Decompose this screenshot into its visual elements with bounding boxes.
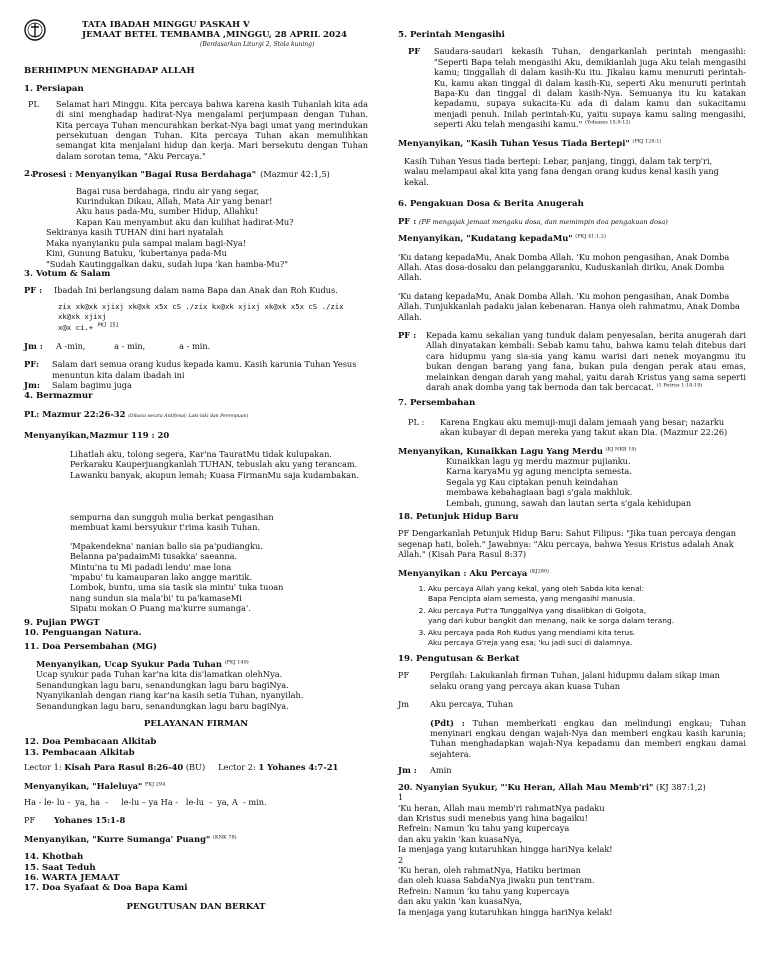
votum-jm: Jm : A -min, a - min, a - min. (24, 340, 211, 351)
kunaikkan-lines: Kunaikkan lagu yg merdu mazmur pujianku. Karna karyaMu yg agung mencipta semesta. Segala yg Kau ciptakan penuh keindahan membawa kebahagiaan bagi s'gala makhluk. Lembah, gunung, sawah dan lautan serta s'gala kehidupan (446, 456, 692, 508)
pengutusan-pf: PF Pergilah: Lakukanlah firman Tuhan, jalani hidupmu dalam sikap iman selaku orang yang percaya akan kuasa Tuhan (398, 670, 720, 691)
kasih-song-lines: Kasih Tuhan Yesus tiada bertepi: Lebar, panjang, tinggi, dalam tak terp'ri, walau melampaui akal kita yang fana dengan orang kudus kenal kasih yang kekal. (404, 156, 719, 187)
pengakuan-pf: PF : (PF mengajak jemaat mengaku dosa, dan memimpin doa pengakuan dosa) (398, 215, 668, 226)
pengutusan-heading: 19. Pengutusan & Berkat (398, 654, 520, 665)
aku-percaya-heading: Menyanyikan : Aku Percaya $^{(KJ280)}$ (398, 567, 550, 578)
kunaikkan-continuation: sempurna dan sungguh mulia berkat pengasihan membuat kami bersyukur t'rima kasih Tuhan. (70, 512, 274, 533)
mazmur-song-lines: Lihatlah aku, tolong segera, Kar'na TauratMu tidak kulupakan. Perkaraku Kauperjuangkanlah TUHAN, tebuslah aku yang terancam. Lawanku banyak, akupun lemah; Kuasa FirmanMu saja kudambakan. (70, 448, 359, 480)
haleluya-heading: Menyanyikan, "Haleluya" $^{PKJ 294}$ (24, 780, 166, 791)
votum-notation: zix xk@xk xjixj xk@xk x5x cS ./zix kx@xk xjixj xk@xk x5x cS ./zix xk@xk xjixj x@x ci.+ $^{PKJ 251}$ (58, 301, 344, 332)
church-logo-icon (24, 19, 46, 41)
kudatang-verse2: 'Ku datang kepadaMu, Anak Domba Allah. 'Ku mohon pengasihan, Anak Domba Allah. Tunjukkanlah padaku jalan kebenaran. Hanya oleh rahmatmu, Anak Domba Allah. (398, 290, 740, 322)
amin-line: Jm : Amin (398, 765, 452, 776)
nyanyian-syukur-heading: 20. Nyanyian Syukur, "'Ku Heran, Allah Mau Memb'ri" (KJ 387:1,2) (398, 781, 706, 792)
haleluya-line: Ha - le- lu - ya, ha - le-lu – ya Ha - le-lu - ya, A - min. (24, 796, 267, 807)
berita-anugerah: PF : Kepada kamu sekalian yang tunduk dalam penyesalan, berita anugerah dari Allah dinyatakan kembali: Sebab kamu tahu, bahwa kamu telah ditebus dari cara hidupmu yang sia-sia yang kamu warisi dari nenek moyangmu itu bukan dengan barang yang fana, bukan pula dengan perak atau emas, melainkan dengan darah yang mahal, yaitu darah Kristus yang sama seperti darah anak domba yang tak bernoda dan tak bercacat. $^{(1 Petrus 1:18-19)}$ (398, 329, 746, 392)
persiapan-block (24, 99, 368, 161)
kudatang-verse1: 'Ku datang kepadaMu, Anak Domba Allah. 'Ku mohon pengasihan, Anak Domba Allah. Atas dosa-dosaku dan pelanggaranku, Kuduskanlah diriku, Anak Domba Allah. (398, 251, 730, 283)
prosesi-heading: 2. Prosesi : Menyanyikan "Bagai Rusa Berdahaga" (Mazmur 42:1,5) (24, 169, 330, 180)
header (82, 20, 382, 49)
ucap-syukur-lines: Ucap syukur pada Tuhan kar'na kita dis'lamatkan olehNya. Senandungkan lagu baru, senandungkan lagu baru bagiNya. Nyanyikanlah dengan riang kar'na kasih setia Tuhan, nyanyilah. Senandungkan lagu baru, senandungkan lagu baru bagiNya. (36, 669, 304, 711)
kurre-heading: Menyanyikan, "Kurre Sumanga' Puang" $^{(KNK 78)}$ (24, 833, 237, 844)
doa-syafaat-heading: 17. Doa Syafaat & Doa Bapa Kami (24, 883, 188, 894)
header-subtitle: JEMAAT BETEL TEMBAMBA ,MINGGU, 28 APRIL 2024 (82, 30, 347, 41)
mazmur-song-title: Menyanyikan,Mazmur 119 : 20 (24, 430, 170, 441)
right-top-column (398, 30, 746, 508)
salam-jm: Jm: Salam bagimu juga (24, 380, 132, 391)
header-note: (Berdasarkan Liturgi 2, Stola kuning) (200, 40, 315, 48)
petunjuk-text: PF Dengarkanlah Petunjuk Hidup Baru: Sahut Filipus: "Jika tuan percaya dengan segenap hati, boleh." Jawabnya: "Aku percaya, bahwa Yesus Kristus adalah Anak Allah." (Kisah Para Rasul 8:37) (398, 528, 737, 560)
mazmur-reading: PL: Mazmur 22:26-32 (Dibaca secara Antifonal; Laki-laki dan Perempuan) (24, 408, 249, 419)
ucap-syukur-heading: Menyanyikan, Ucap Syukur Pada Tuhan $^{(PKJ 149)}$ (36, 658, 249, 669)
section-berhimpun: BERHIMPUN MENGHADAP ALLAH (24, 66, 195, 76)
list-item: 2. Aku percaya Put'ra TunggalNya yang disalibkan di Golgota, yang dari kubur bangkit dan menang, naik ke sorga dalam terang. (428, 606, 746, 626)
votum-pf: PF : Ibadah Ini berlangsung dalam nama Bapa dan Anak dan Roh Kudus. (24, 285, 338, 296)
verse-2-number: 2 (398, 854, 404, 865)
salam-pf: PF: Salam dari semua orang kudus kepada kamu. Kasih karunia Tuhan Yesus menuntun kita dalam ibadah ini (24, 359, 357, 380)
warta-heading: 16. WARTA JEMAAT (24, 872, 120, 883)
prosesi-verse2: Sekiranya kasih TUHAN dini hari nyatalah Maka nyanyianku pula sampai malam bagi-Nya! Kini, Gunung Batuku, 'kubertanya pada-Mu "Sudah Kautinggalkan daku, sudah lupa 'kan hamba-Mu?" (46, 227, 289, 269)
kunaikkan-heading: Menyanyikan, Kunaikkan Lagu Yang Merdu $^{(KJ NKB 19)}$ (398, 445, 637, 456)
doa-pembacaan-heading: 12. Doa Pembacaan Alkitab (24, 737, 157, 748)
pf-reading: PF Yohanes 15:1-8 (24, 815, 126, 826)
perintah-heading: 5. Perintah Mengasihi (398, 30, 505, 40)
berkat-block: (Pdt) : Tuhan memberkati engkau dan melindungi engkau; Tuhan menyinari engkau dengan wajah-Nya dan memberi engkau kasih karunia; Tuhan menghadapkan wajah-Nya kepadamu dan memberi engkau damai sejahtera. (430, 717, 746, 759)
lector-line: Lector 1: Kisah Para Rasul 8:26-40 (BU) Lector 2: 1 Yohanes 4:7-21 (24, 762, 339, 773)
prosesi-title: Prosesi : Menyanyikan "Bagai Rusa Berdahaga" (32, 169, 257, 180)
right-bottom-column (398, 512, 746, 917)
doa-persembahan-heading: 11. Doa Persembahan (MG) (24, 642, 157, 653)
left-top-column (24, 66, 368, 480)
verse-1: 'Ku heran, Allah mau memb'ri rahmatNya padaku dan Kristus sudi menebus yang hina bagaiku! Refrein: Namun 'ku tahu yang kupercaya dan aku yakin 'kan kuasaNya, Ia menjaga yang kutaruhkan hingga hariNya kelak! (398, 802, 613, 855)
persembahan-heading: 7. Persembahan (398, 398, 476, 409)
pelayanan-firman-heading: PELAYANAN FIRMAN (143, 718, 249, 729)
header-title: TATA IBADAH MINGGU PASKAH V (82, 20, 250, 30)
creed-list (398, 584, 746, 648)
pengakuan-heading: 6. Pengakuan Dosa & Berita Anugerah (398, 199, 584, 210)
persiapan-heading: 1. Persiapan (24, 84, 84, 95)
persembahan-pl: PL : Karena Engkau aku memuji-muji dalam jemaah yang besar; nazarku akan kubayar di depan mereka yang takut akan Dia. (Mazmur 22:26) (408, 416, 728, 438)
pujian-heading: 9. Pujian PWGT (24, 617, 100, 628)
prosesi-verse1: Bagai rusa berdahaga, rindu air yang segar, Kurindukan Dikau, Allah, Mata Air yang benar! Aku haus pada-Mu, sumber Hidup, Allahku! Kapan Kau menyambut aku dan kulihat hadirat-Mu? (76, 185, 294, 227)
pl-label: PL (28, 98, 39, 109)
perintah-block: PF Saudara-saudari kekasih Tuhan, dengarkanlah perintah mengasihi: "Seperti Bapa telah mengasihi Aku, demikianlah juga Aku telah mengasihi kamu; tinggallah di dalam kasih-Ku itu. Jikalau kamu menuruti perintah-Ku, kamu akan tinggal di dalam kasih-Ku, seperti Aku menuruti perintah Bapa-Ku dan tinggal di dalam kasih-Nya. Semuanya itu ku katakan kepadamu, supaya sukacita-Ku ada di dalam kamu dan sukacitamu menjadi penuh. Inilah perintah-Ku, yaitu supaya kamu saling mengasihi, seperti Aku telah mengasihi kamu." $^{(Yohanes 15:9-12)}$ (408, 46, 746, 130)
list-item: 3. Aku percaya pada Roh Kudus yang mendiami kita terus. Aku percaya G'reja yang esa; 'ku jadi suci di dalamnya. (428, 628, 746, 648)
natura-heading: 10. Penguangan Natura. (24, 628, 142, 639)
verse-2: 'Ku heran, oleh rahmatNya, Hatiku beriman dan oleh kuasa SabdaNya jiwaku pun tent'ram. Refrein: Namun 'ku tahu yang kupercaya dan aku yakin 'kan kuasaNya, Ia menjaga yang kutaruhkan hingga hariNya kelak! (398, 864, 613, 917)
petunjuk-heading: 18. Petunjuk Hidup Baru (398, 512, 519, 522)
kasih-song-heading: Menyanyikan, "Kasih Tuhan Yesus Tiada Bertepi" $^{(PKJ 128:1)}$ (398, 137, 662, 148)
persiapan-text: Selamat hari Minggu. Kita percaya bahwa karena kasih Tuhanlah kita ada di sini menghadap hadirat-Nya mengalami perjumpaan dengan Tuhan. Kita percaya Tuhan mencurahkan berkat-Nya bagi umat yang merindukan persekutuan dengan Tuhan. Kita percaya Tuhan akan memulihkan semangat kita menjalani hidup dan kerja. Mari bersekutu dengan Tuhan dalam sorotan tema, "Aku Percaya." (56, 98, 368, 161)
saat-teduh-heading: 15. Saat Teduh (24, 862, 96, 873)
toraja-verse: 'Mpakendekna' nanian ballo sia pa'pudiangku. Belanna pa'padaimMi tusakka' saeanna. Mintu'na tu Mi padadi lendu' mae lona 'mpabu' tu kamauparan lako angge maritik. Lombok, buntu, uma sia tasik sia mintu' tuka tuoan nang sundun sia mala'bi' tu pa'kamaseMi Sipatu mokan O Puang ma'kurre sumanga'. (70, 540, 284, 614)
votum-heading: 3. Votum & Salam (24, 268, 111, 279)
pengutusan-jm: Jm Aku percaya, Tuhan (398, 699, 514, 710)
prosesi-ref: (Mazmur 42:1,5) (260, 169, 330, 180)
khotbah-heading: 14. Khotbah (24, 852, 84, 863)
list-item: 1. Aku percaya Allah yang kekal, yang oleh Sabda kita kenal: Bapa Pencipta alam semesta, yang mengasihi manusia. (428, 584, 746, 604)
bermazmur-heading: 4. Bermazmur (24, 390, 93, 401)
pengutusan-berkat-heading: PENGUTUSAN DAN BERKAT (126, 901, 266, 912)
left-bottom-column (24, 512, 368, 912)
kudatang-heading: Menyanyikan, "Kudatang kepadaMu" $^{(PKJ 41:1,2)}$ (398, 233, 606, 244)
pembacaan-heading: 13. Pembacaan Alkitab (24, 747, 135, 758)
verse-1-number: 1 (398, 792, 404, 803)
